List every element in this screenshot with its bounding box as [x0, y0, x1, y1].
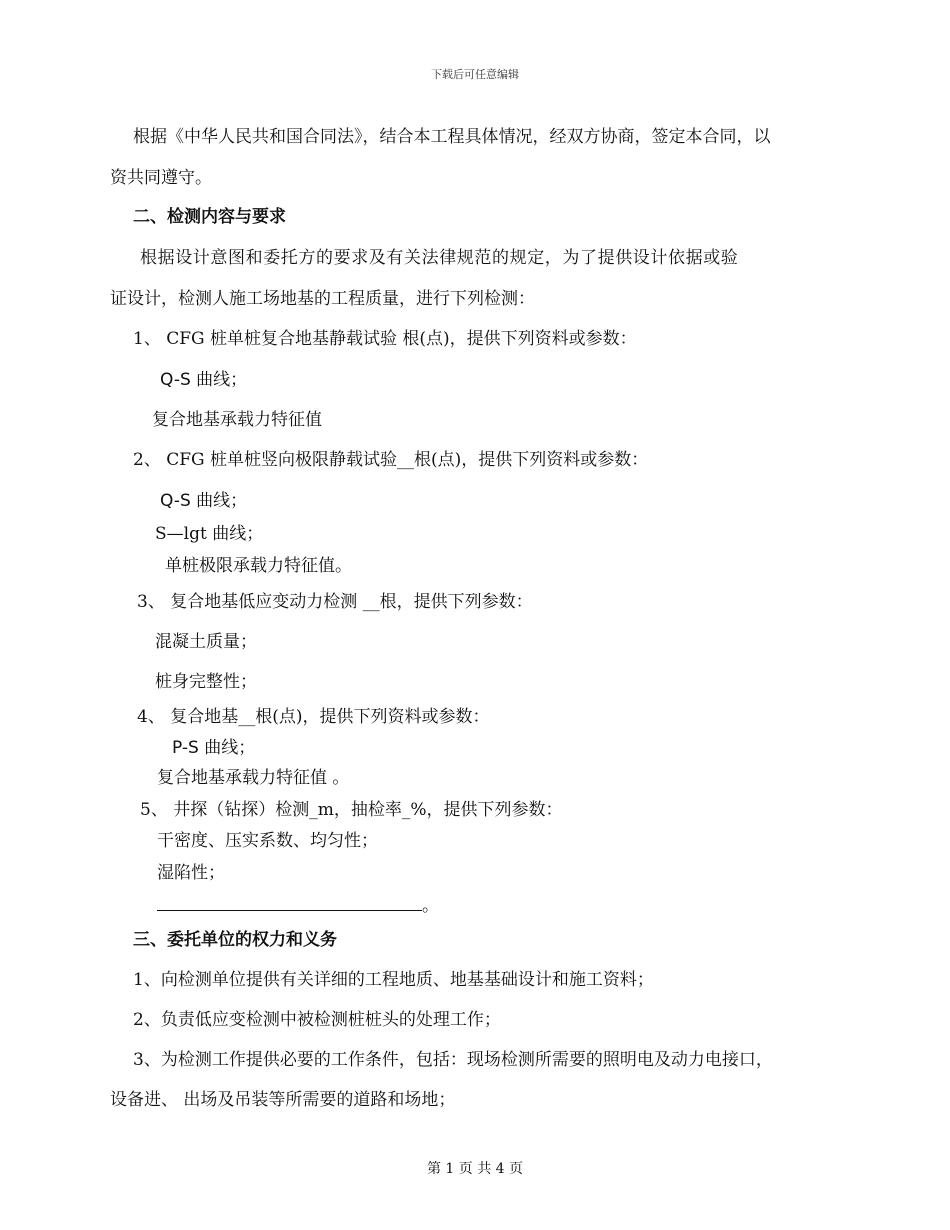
item-4-bearing-value: 复合地基承载力特征值 。 [157, 768, 350, 788]
item-5-density: 干密度、压实系数、均匀性； [157, 831, 378, 851]
item-1-qs-curve: Q-S 曲线； [160, 370, 248, 390]
item-3-pile-integrity: 桩身完整性； [155, 672, 257, 692]
duty-2: 2、负责低应变检测中被检测桩桩头的处理工作； [133, 1010, 501, 1030]
duty-3: 3、为检测工作提供必要的工作条件，包括：现场检测所需要的照明电及动力电接口， [133, 1050, 773, 1070]
blank-line-period: 。 [422, 896, 439, 916]
item-4: 4、 复合地基__根(点)，提供下列资料或参数： [137, 707, 490, 727]
item-5-blank-line [157, 894, 439, 916]
section-2-para-line-2: 证设计，检测人施工场地基的工程质量，进行下列检测： [110, 289, 535, 309]
duty-1: 1、向检测单位提供有关详细的工程地质、地基基础设计和施工资料； [133, 970, 654, 990]
section-2-heading: 二、检测内容与要求 [133, 207, 286, 227]
item-4-ps-curve: P-S 曲线； [172, 738, 256, 758]
item-3: 3、 复合地基低应变动力检测 __根，提供下列参数： [137, 592, 533, 612]
duty-3-continued: 设备进、 出场及吊装等所需要的道路和场地； [110, 1090, 456, 1110]
section-2-para-line-1: 根据设计意图和委托方的要求及有关法律规范的规定，为了提供设计依据或验 [140, 248, 739, 268]
page-footer: 第 1 页 共 4 页 [426, 1161, 524, 1177]
blank-underline [157, 894, 422, 911]
item-1-bearing-value: 复合地基承载力特征值 [152, 410, 322, 430]
section-3-heading: 三、委托单位的权力和义务 [133, 930, 337, 950]
item-2-slgt-curve: S—lgt 曲线； [155, 524, 264, 544]
item-2-limit-value: 单桩极限承载力特征值。 [165, 556, 352, 576]
item-5-collapsibility: 湿陷性； [157, 863, 225, 883]
intro-line-1: 根据《中华人民共和国合同法》，结合本工程具体情况，经双方协商，签定本合同，以 [133, 127, 771, 147]
item-3-concrete-quality: 混凝土质量； [155, 632, 257, 652]
item-1: 1、 CFG 桩单桩复合地基静载试验 根(点)，提供下列资料或参数： [133, 329, 637, 349]
page-header: 下载后可任意编辑 [431, 68, 519, 81]
intro-line-2: 资共同遵守。 [110, 168, 212, 188]
item-5: 5、 井探（钻探）检测_m，抽检率_%，提供下列参数： [140, 800, 563, 820]
item-2: 2、 CFG 桩单桩竖向极限静载试验__根(点)，提供下列资料或参数： [133, 450, 649, 470]
item-2-qs-curve: Q-S 曲线； [160, 491, 248, 511]
